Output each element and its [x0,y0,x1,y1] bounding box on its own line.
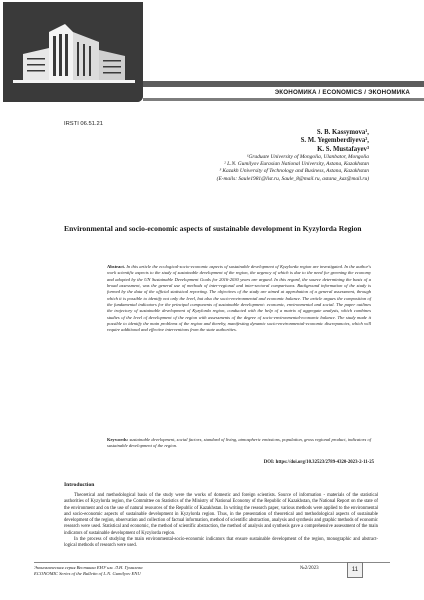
body-paragraph: In the process of studying the main environmental-socio-economic indicators that ensure sustainable development of the region, monographic and abstract-logical methods of research were used. [64,537,378,549]
page-number: 11 [347,562,363,578]
affiliation: ¹Graduate University of Mongolia, Ulanbator, Mongolia [246,153,369,160]
header-stripe [143,81,424,87]
author-name: K. S. Mustafayev³ [317,145,369,153]
university-building-logo [3,2,143,102]
article-title: Environmental and socio-economic aspects of sustainable development in Kyzylorda Region [64,224,362,233]
abstract [107,264,371,334]
irsti-code: IRSTI 06.51.21 [64,121,103,127]
keywords-label: Keywords: [107,437,129,442]
author-block [217,129,369,183]
journal-series-en: ECONOMIC Series of the Bulletin of L.N. Gumilyov ENU [34,571,141,576]
abstract-label: Abstract. [107,264,126,269]
affiliation: ³ Kazakh University of Technology and Business, Astana, Kazakhstan [219,168,369,175]
journal-series-ru: Экономическая серия Вестника ЕНУ им. Л.Н. Гумилева [34,565,143,570]
header-stripe-thin [143,98,424,101]
author-name: S. M. Yegemberdiyeva², [300,137,369,145]
section-label: ЭКОНОМИКА / ECONOMICS / ЭКОНОМИКА [274,89,410,96]
body-paragraph: Theoretical and methodological basis of the study were the works of domestic and foreign scientists. Source of information - materials of the statistical authorities of Kyzylorda region, the Committee on Statistics of the Ministry of National Economy of the Republic of Kazakhstan, the National Report on the state of the environment and on the use of natural resources of the Republic of Kazakhstan. In writing the research paper, various methods were applied to the environmental and socio-economic aspects of sustainable development in Kyzylorda region. Thus, in the presentation of theoretical and methodological aspects of sustainable development of the region, observation and collection of factual information, method of scientific abstraction, analysis and synthesis and graphic methods of economic research were used. Statistical and economic, the method of scientific abstraction, the method of analysis and synthesis gave a comprehensive assessment of the main indicators of sustainable development of Kyzylorda region. [64,493,378,536]
author-name: S. B. Kassymova¹, [316,129,369,136]
author-emails: (E-mails: Saule1981@list.ru, Saule_8@mail.ru, astana_kaz@mail.ru) [216,175,369,182]
affiliation: ² L.N. Gumilyov Eurasian National University, Astana, Kazakhstan [224,161,369,168]
journal-header [0,0,424,100]
keywords [107,437,371,450]
keywords-text: sustainable development, social factors, standard of living, atmospheric emissions, population, gross regional product, indicators of sustainable development of the region. [107,437,371,449]
issue-number: №2/2023 [300,566,319,571]
introduction-heading: Introduction [64,482,95,488]
doi-link[interactable]: DOI: https://doi.org/10.32523/2789-4320-2023-2-11-25 [263,460,374,465]
introduction-body [64,493,378,550]
footer-divider [34,562,390,563]
journal-series [34,565,143,577]
abstract-text: In this article the ecological-socio-economic aspects of sustainable development of Kyzylorda region are investigated. In the author's work scientific aspects to the study of sustainable development of the region, the urgency of which is due to the need for greening the economy and adopted by the UN Sustainable Development Goals for 2016-2030 years are argued. In this regard, the source determining the basis of a broad assessment, was the general use of methods of inter-regional and inter-sectoral comparisons. Background information of the study is formed by the data of the official statistical reporting. The objectives of the study are aimed at approbation of a general assessment, through which it is possible to identify not only the level, but also the socio-environmental and economic balance. The article argues the composition of the fundamental indicators for the principal components of sustainable development: economic, environmental and social. The paper outlines the trajectory of sustainable development of Kyzylorda region, conducted with the help of a matrix of aggregate analysis, which combines studies of the level of development of the region with assessments of the degree of socio-environmental-economic balance. The study made it possible to identify the main problems of the region and thereby, manifesting dynamic socio-environmental-economic discrepancies, which will require additional and effective interventions from the state authorities. [107,264,372,333]
